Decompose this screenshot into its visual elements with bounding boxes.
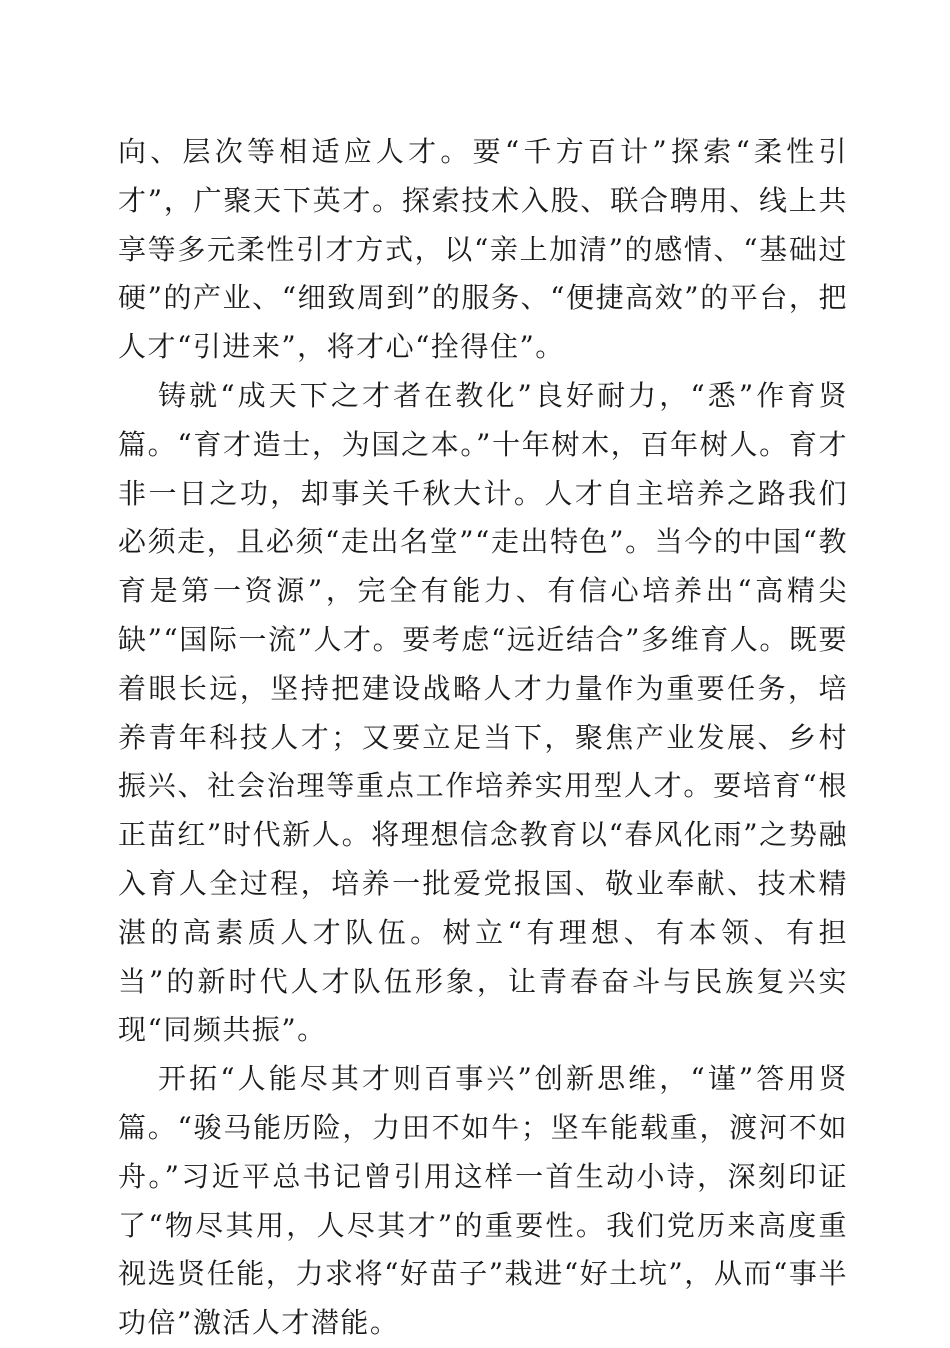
paragraph-talent-cultivation: 铸就“成天下之才者在教化”良好耐力，“悉”作育贤篇。“育才造士，为国之本。”十年树木，百年树人。育才非一日之功，却事关千秋大计。人才自主培养之路我们必须走，且必须“走出名堂”“走出特色”。当今的中国“教育是第一资源”，完全有能力、有信心培养出“高精尖缺”“国际一流”人才。要考虑“远近结合”多维育人。既要着眼长远，坚持把建设战略人才力量作为重要任务，培养青年科技人才；又要立足当下，聚焦产业发展、乡村振兴、社会治理等重点工作培养实用型人才。要培育“根正苗红”时代新人。将理想信念教育以“春风化雨”之势融入育人全过程，培养一批爱党报国、敬业奉献、技术精湛的高素质人才队伍。树立“有理想、有本领、有担当”的新时代人才队伍形象，让青春奋斗与民族复兴实现“同频共振”。 [118,378,848,1047]
document-body [118,128,848,1348]
paragraph-talent-utilization: 开拓“人能尽其才则百事兴”创新思维，“谨”答用贤篇。“骏马能历险，力田不如牛；坚车能载重，渡河不如舟。”习近平总书记曾引用这样一首生动小诗，深刻印证了“物尽其用，人尽其才”的重要性。我们党历来高度重视选贤任能，力求将“好苗子”栽进“好土坑”，从而“事半功倍”激活人才潜能。 [118,1062,848,1340]
paragraph-talent-attraction: 向、层次等相适应人才。要“千方百计”探索“柔性引才”，广聚天下英才。探索技术入股、联合聘用、线上共享等多元柔性引才方式，以“亲上加清”的感情、“基础过硬”的产业、“细致周到”的服务、“便捷高效”的平台，把人才“引进来”，将才心“拴得住”。 [118,135,848,364]
